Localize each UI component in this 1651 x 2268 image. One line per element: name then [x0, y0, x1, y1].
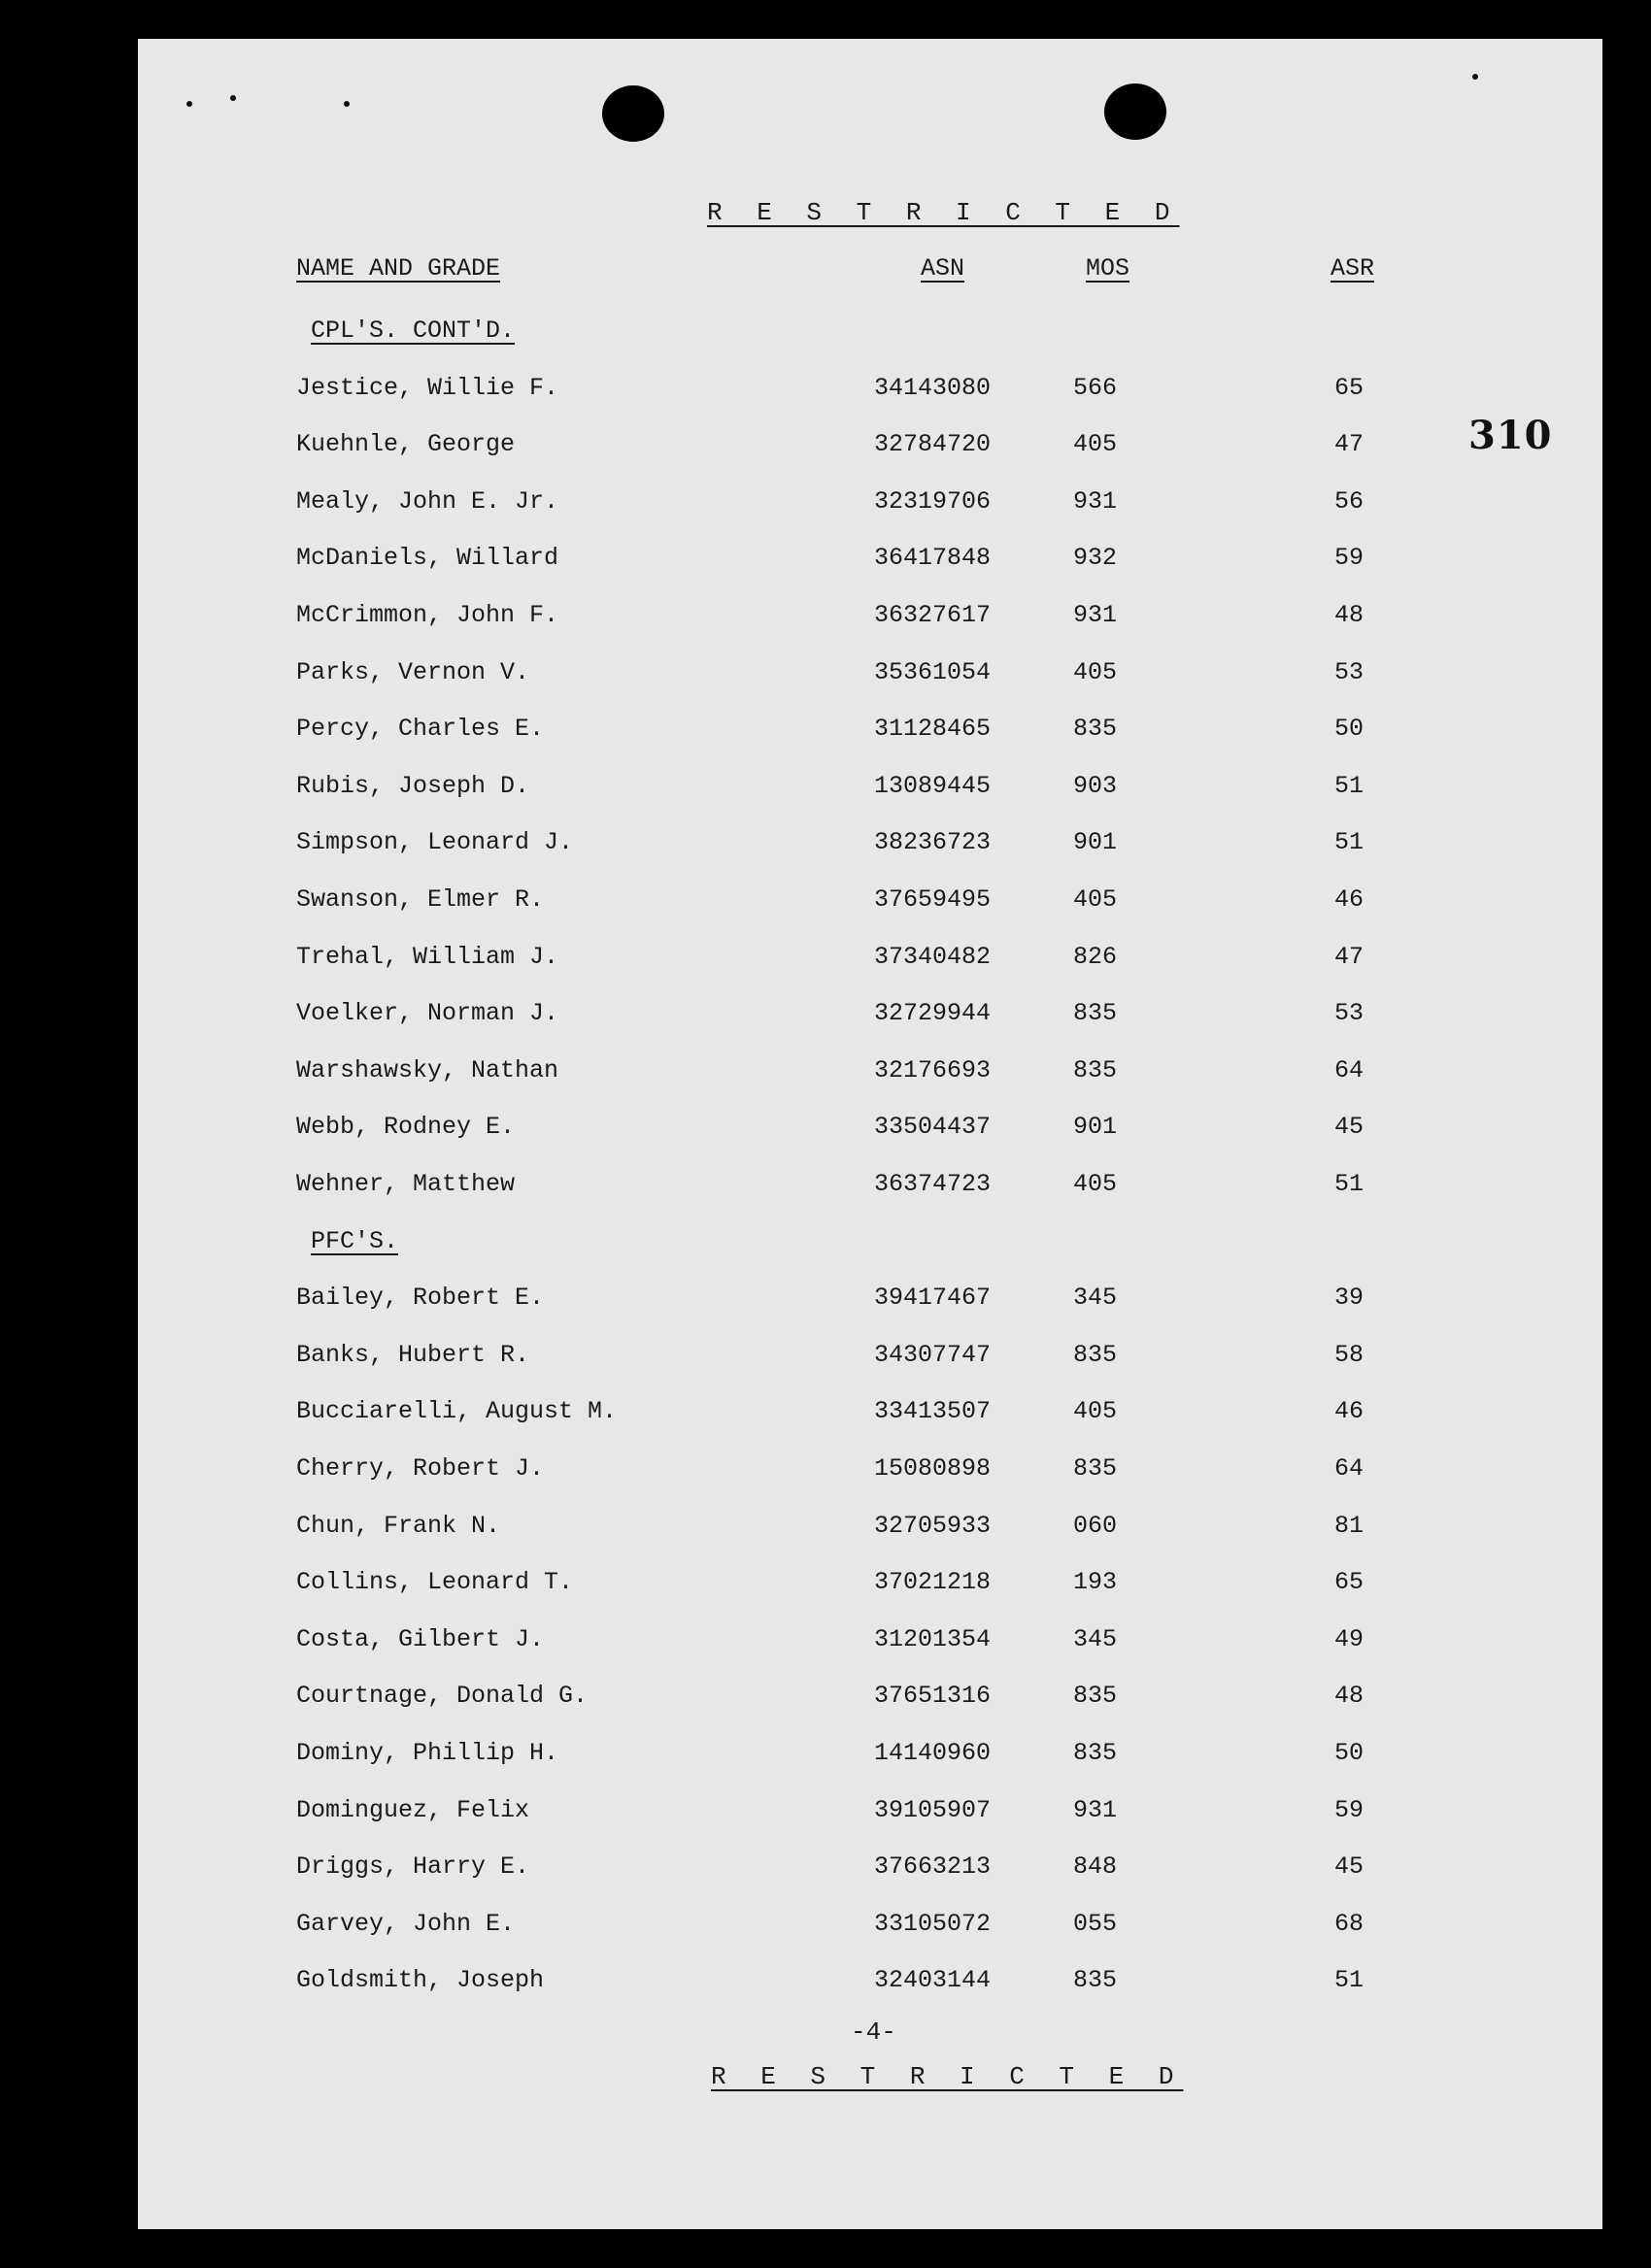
cell-mos: 901 — [1073, 828, 1118, 856]
cell-mos: 931 — [1073, 601, 1118, 629]
cell-asr: 58 — [1334, 1341, 1365, 1369]
cell-mos: 931 — [1073, 1796, 1118, 1824]
cell-asr: 51 — [1334, 772, 1365, 800]
section-heading: PFC'S. — [311, 1227, 399, 1255]
column-header-asr: ASR — [1331, 254, 1375, 283]
cell-asn: 36327617 — [874, 601, 992, 629]
cell-asn: 31201354 — [874, 1625, 992, 1653]
cell-name: Chun, Frank N. — [296, 1512, 501, 1540]
cell-asr: 46 — [1334, 885, 1365, 914]
cell-asr: 47 — [1334, 430, 1365, 458]
cell-name: Driggs, Harry E. — [296, 1852, 530, 1881]
cell-asn: 35361054 — [874, 658, 992, 686]
cell-name: Dominy, Phillip H. — [296, 1739, 559, 1767]
cell-mos: 405 — [1073, 1397, 1118, 1425]
cell-asr: 81 — [1334, 1512, 1365, 1540]
cell-name: McCrimmon, John F. — [296, 601, 559, 629]
table-row — [0, 828, 1651, 867]
cell-asr: 50 — [1334, 1739, 1365, 1767]
cell-mos: 903 — [1073, 772, 1118, 800]
table-row — [0, 430, 1651, 469]
cell-asr: 46 — [1334, 1397, 1365, 1425]
cell-asr: 53 — [1334, 658, 1365, 686]
cell-asn: 32176693 — [874, 1056, 992, 1084]
cell-mos: 835 — [1073, 1341, 1118, 1369]
table-row — [0, 1625, 1651, 1664]
cell-name: Collins, Leonard T. — [296, 1568, 574, 1596]
cell-asn: 37021218 — [874, 1568, 992, 1596]
header-classification: R E S T R I C T E D — [707, 198, 1180, 227]
table-row — [0, 1056, 1651, 1095]
table-row — [0, 1910, 1651, 1949]
cell-mos: 566 — [1073, 374, 1118, 402]
table-row — [0, 1341, 1651, 1380]
cell-asr: 39 — [1334, 1284, 1365, 1312]
speck — [1472, 74, 1478, 80]
table-row — [0, 658, 1651, 697]
cell-asr: 64 — [1334, 1454, 1365, 1483]
cell-asr: 47 — [1334, 943, 1365, 971]
column-header-asn: ASN — [921, 254, 965, 283]
table-row — [0, 1512, 1651, 1551]
table-row — [0, 374, 1651, 413]
cell-asr: 48 — [1334, 1682, 1365, 1710]
table-row — [0, 715, 1651, 753]
cell-asn: 37651316 — [874, 1682, 992, 1710]
cell-asr: 45 — [1334, 1852, 1365, 1881]
cell-asn: 31128465 — [874, 715, 992, 743]
table-row — [0, 1284, 1651, 1322]
table-row — [0, 544, 1651, 583]
cell-name: Costa, Gilbert J. — [296, 1625, 545, 1653]
speck — [230, 95, 236, 101]
cell-asr: 51 — [1334, 828, 1365, 856]
table-row — [0, 1682, 1651, 1720]
speck — [186, 101, 192, 107]
cell-mos: 931 — [1073, 487, 1118, 516]
cell-name: Warshawsky, Nathan — [296, 1056, 559, 1084]
cell-mos: 405 — [1073, 658, 1118, 686]
table-row — [0, 1966, 1651, 2005]
table-row — [0, 1568, 1651, 1607]
page-number: -4- — [851, 2018, 896, 2047]
cell-asr: 45 — [1334, 1113, 1365, 1141]
cell-name: Rubis, Joseph D. — [296, 772, 530, 800]
cell-name: Voelker, Norman J. — [296, 999, 559, 1027]
cell-mos: 345 — [1073, 1284, 1118, 1312]
cell-name: Webb, Rodney E. — [296, 1113, 516, 1141]
cell-mos: 405 — [1073, 1170, 1118, 1198]
table-row — [0, 772, 1651, 811]
cell-asn: 32784720 — [874, 430, 992, 458]
table-row — [0, 1454, 1651, 1493]
footer-classification: R E S T R I C T E D — [711, 2062, 1184, 2091]
section-heading: CPL'S. CONT'D. — [311, 317, 516, 345]
cell-asn: 32319706 — [874, 487, 992, 516]
punch-hole-right — [1104, 83, 1166, 140]
cell-name: Courtnage, Donald G. — [296, 1682, 589, 1710]
cell-asr: 65 — [1334, 374, 1365, 402]
cell-name: Kuehnle, George — [296, 430, 516, 458]
table-row — [0, 487, 1651, 526]
cell-asr: 56 — [1334, 487, 1365, 516]
cell-name: Parks, Vernon V. — [296, 658, 530, 686]
cell-asn: 38236723 — [874, 828, 992, 856]
cell-name: Mealy, John E. Jr. — [296, 487, 559, 516]
cell-asn: 34143080 — [874, 374, 992, 402]
speck — [344, 101, 350, 107]
cell-asn: 15080898 — [874, 1454, 992, 1483]
cell-asn: 37340482 — [874, 943, 992, 971]
cell-asr: 48 — [1334, 601, 1365, 629]
cell-mos: 848 — [1073, 1852, 1118, 1881]
table-row — [0, 1852, 1651, 1891]
cell-asn: 33504437 — [874, 1113, 992, 1141]
cell-mos: 405 — [1073, 885, 1118, 914]
cell-name: Trehal, William J. — [296, 943, 559, 971]
cell-name: Dominguez, Felix — [296, 1796, 530, 1824]
cell-asr: 59 — [1334, 1796, 1365, 1824]
column-header-mos: MOS — [1086, 254, 1130, 283]
cell-name: Cherry, Robert J. — [296, 1454, 545, 1483]
cell-asr: 68 — [1334, 1910, 1365, 1938]
cell-mos: 835 — [1073, 1682, 1118, 1710]
cell-asn: 34307747 — [874, 1341, 992, 1369]
cell-name: Garvey, John E. — [296, 1910, 516, 1938]
table-row — [0, 999, 1651, 1038]
cell-asn: 32403144 — [874, 1966, 992, 1994]
cell-mos: 060 — [1073, 1512, 1118, 1540]
cell-asn: 13089445 — [874, 772, 992, 800]
cell-mos: 345 — [1073, 1625, 1118, 1653]
table-row — [0, 601, 1651, 640]
cell-name: Percy, Charles E. — [296, 715, 545, 743]
cell-asr: 64 — [1334, 1056, 1365, 1084]
table-row — [0, 1397, 1651, 1436]
cell-mos: 826 — [1073, 943, 1118, 971]
cell-mos: 405 — [1073, 430, 1118, 458]
cell-asn: 39105907 — [874, 1796, 992, 1824]
cell-mos: 835 — [1073, 1056, 1118, 1084]
table-row — [0, 1739, 1651, 1778]
cell-asn: 33413507 — [874, 1397, 992, 1425]
cell-mos: 901 — [1073, 1113, 1118, 1141]
table-row — [0, 1796, 1651, 1835]
cell-mos: 835 — [1073, 999, 1118, 1027]
cell-mos: 932 — [1073, 544, 1118, 572]
cell-asr: 53 — [1334, 999, 1365, 1027]
column-header-name: NAME AND GRADE — [296, 254, 501, 283]
table-row — [0, 1113, 1651, 1151]
cell-asn: 36417848 — [874, 544, 992, 572]
cell-asn: 37663213 — [874, 1852, 992, 1881]
cell-asn: 39417467 — [874, 1284, 992, 1312]
cell-asr: 51 — [1334, 1170, 1365, 1198]
cell-name: McDaniels, Willard — [296, 544, 559, 572]
cell-mos: 835 — [1073, 715, 1118, 743]
cell-asn: 32729944 — [874, 999, 992, 1027]
cell-mos: 835 — [1073, 1454, 1118, 1483]
cell-name: Banks, Hubert R. — [296, 1341, 530, 1369]
cell-name: Swanson, Elmer R. — [296, 885, 545, 914]
cell-asn: 14140960 — [874, 1739, 992, 1767]
table-row — [0, 943, 1651, 982]
cell-asn: 37659495 — [874, 885, 992, 914]
cell-name: Jestice, Willie F. — [296, 374, 559, 402]
cell-name: Simpson, Leonard J. — [296, 828, 574, 856]
punch-hole-left — [602, 85, 664, 142]
cell-asn: 36374723 — [874, 1170, 992, 1198]
archive-stamp-number: 310 — [1468, 413, 1553, 458]
cell-asn: 32705933 — [874, 1512, 992, 1540]
cell-asn: 33105072 — [874, 1910, 992, 1938]
table-row — [0, 1170, 1651, 1209]
cell-mos: 835 — [1073, 1739, 1118, 1767]
cell-asr: 51 — [1334, 1966, 1365, 1994]
cell-name: Bucciarelli, August M. — [296, 1397, 618, 1425]
cell-asr: 49 — [1334, 1625, 1365, 1653]
cell-mos: 055 — [1073, 1910, 1118, 1938]
table-row — [0, 885, 1651, 924]
cell-asr: 50 — [1334, 715, 1365, 743]
cell-asr: 65 — [1334, 1568, 1365, 1596]
cell-name: Wehner, Matthew — [296, 1170, 516, 1198]
cell-name: Bailey, Robert E. — [296, 1284, 545, 1312]
cell-name: Goldsmith, Joseph — [296, 1966, 545, 1994]
cell-asr: 59 — [1334, 544, 1365, 572]
cell-mos: 835 — [1073, 1966, 1118, 1994]
cell-mos: 193 — [1073, 1568, 1118, 1596]
